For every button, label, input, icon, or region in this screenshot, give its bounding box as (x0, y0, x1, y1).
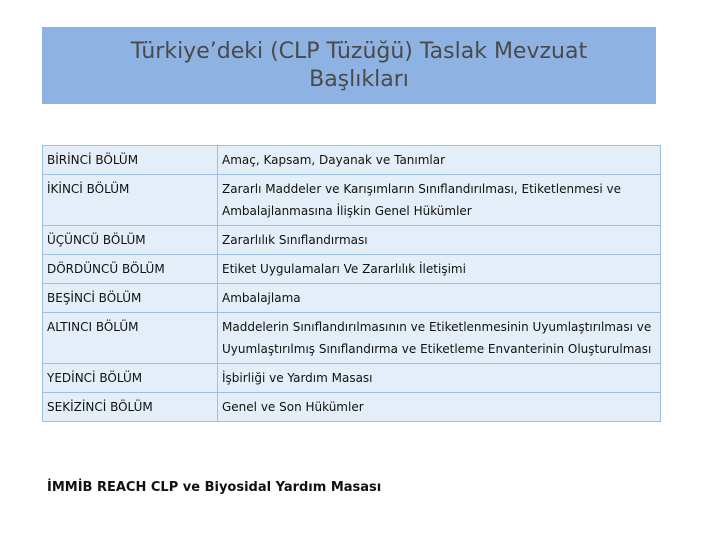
table-row (43, 226, 661, 255)
section-cell: SEKİZİNCİ BÖLÜM (43, 393, 218, 422)
description-cell: Ambalajlama (218, 284, 661, 313)
description-cell: Etiket Uygulamaları Ve Zararlılık İletişimi (218, 255, 661, 284)
table-row (43, 175, 661, 226)
slide-title-line2: Başlıkları (309, 66, 409, 92)
footer-credit: İMMİB REACH CLP ve Biyosidal Yardım Masası (47, 480, 382, 495)
section-cell: BEŞİNCİ BÖLÜM (43, 284, 218, 313)
description-cell: İşbirliği ve Yardım Masası (218, 364, 661, 393)
description-cell: Maddelerin Sınıflandırılmasının ve Etiketlenmesinin Uyumlaştırılması ve Uyumlaştırılmış Sınıflandırma ve Etiketleme Envanterinin Oluşturulması (218, 313, 661, 364)
description-cell: Amaç, Kapsam, Dayanak ve Tanımlar (218, 146, 661, 175)
section-cell: BİRİNCİ BÖLÜM (43, 146, 218, 175)
description-cell: Zararlı Maddeler ve Karışımların Sınıflandırılması, Etiketlenmesi ve Ambalajlanmasına İlişkin Genel Hükümler (218, 175, 661, 226)
section-cell: ALTINCI BÖLÜM (43, 313, 218, 364)
section-cell: YEDİNCİ BÖLÜM (43, 364, 218, 393)
slide-title-banner (42, 27, 656, 104)
description-cell: Genel ve Son Hükümler (218, 393, 661, 422)
table-row (43, 284, 661, 313)
table-row (43, 364, 661, 393)
chapters-table (42, 145, 661, 422)
slide-title (131, 38, 587, 94)
section-cell: ÜÇÜNCÜ BÖLÜM (43, 226, 218, 255)
section-cell: DÖRDÜNCÜ BÖLÜM (43, 255, 218, 284)
table-row (43, 255, 661, 284)
table-row (43, 146, 661, 175)
section-cell: İKİNCİ BÖLÜM (43, 175, 218, 226)
slide-title-line1: Türkiye’deki (CLP Tüzüğü) Taslak Mevzuat (130, 38, 588, 64)
description-cell: Zararlılık Sınıflandırması (218, 226, 661, 255)
table-row (43, 393, 661, 422)
table-row (43, 313, 661, 364)
